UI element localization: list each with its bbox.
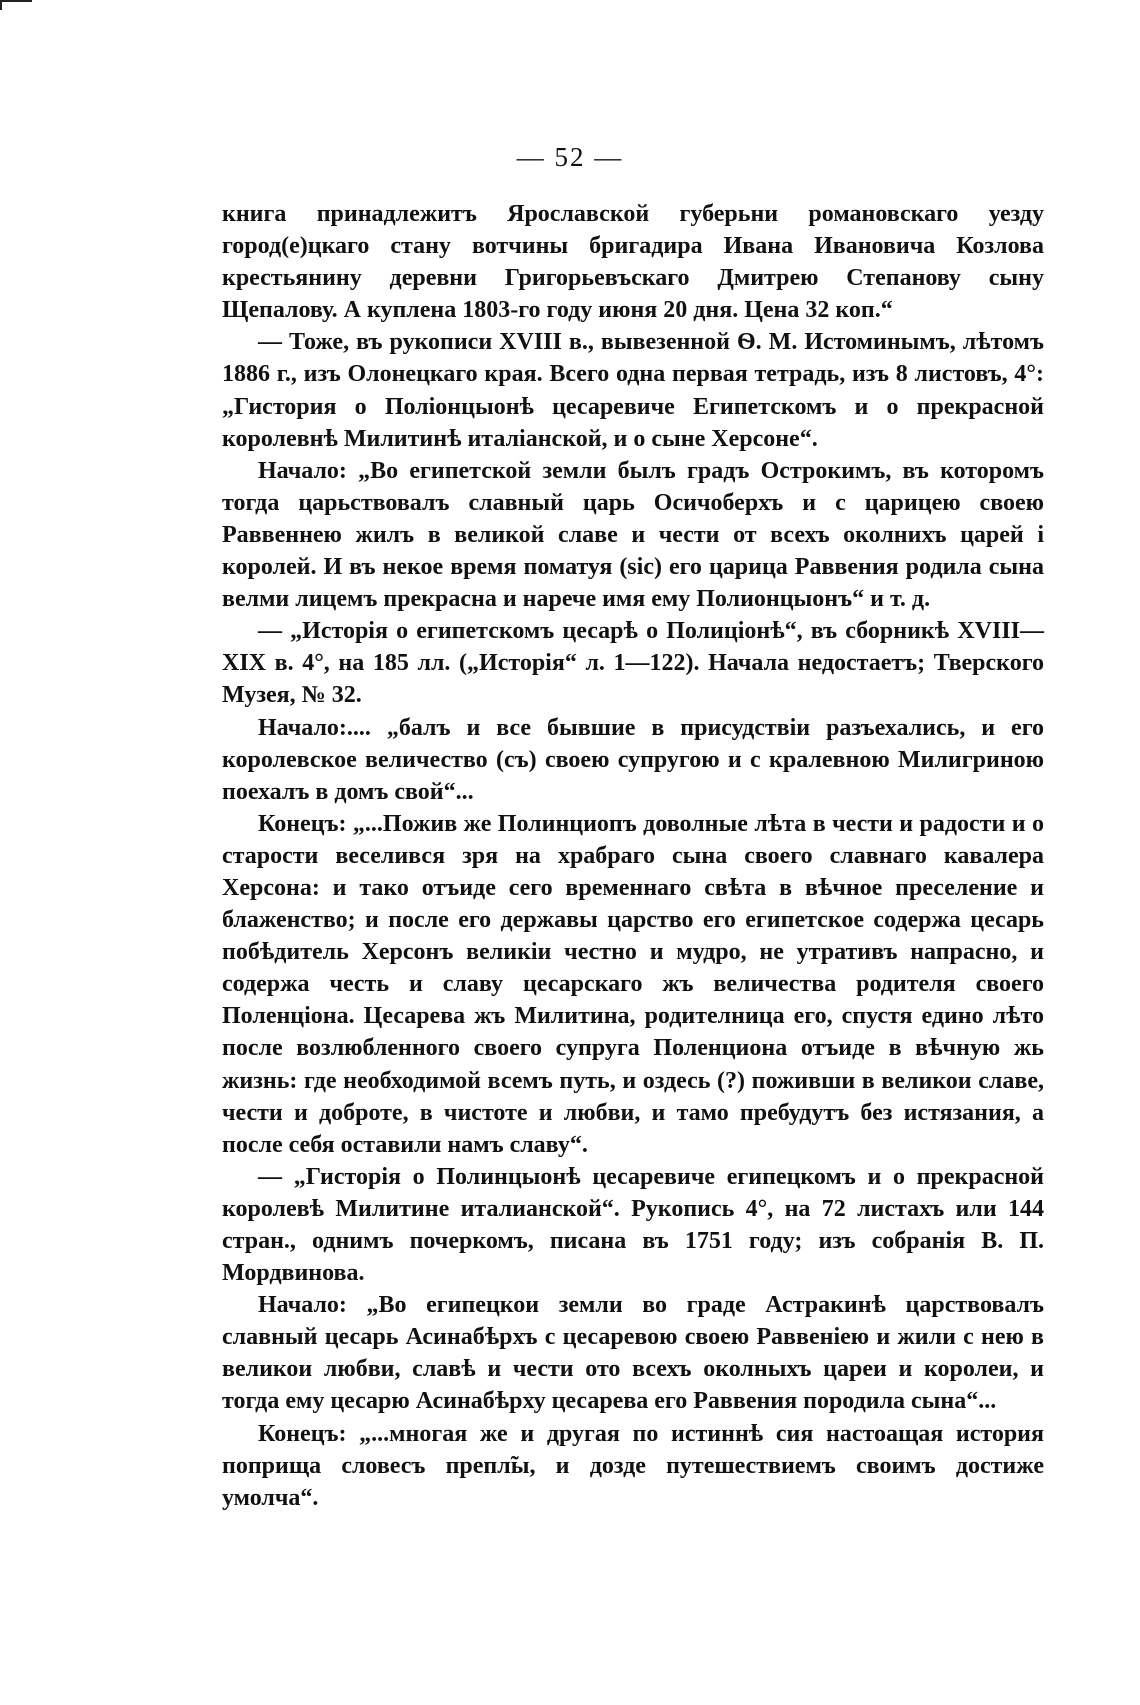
- paragraph-7: — „Гисторія о Полинцыонѣ цесаревиче египецкомъ и о прекрасной королевѣ Милитине италианской“. Рукопись 4°, на 72 листахъ или 144 стран., однимъ почеркомъ, писана въ 1751 году; изъ собранія В. П. Мордвинова.: [222, 1163, 1044, 1287]
- paragraph-1: книга принадлежитъ Ярославской губерьни романовскаго уезду город(е)цкаго стану вотчины бригадира Ивана Ивановича Козлова крестьянину деревни Григорьевъскаго Дмитрею Степанову сыну Щепалову. А куплена 1803-го году июня 20 дня. Цена 32 коп.“: [222, 201, 1044, 324]
- scan-corner-mark: [0, 0, 32, 10]
- paragraph-2: — Тоже, въ рукописи XVIII в., вывезенной Ѳ. М. Истоминымъ, лѣтомъ 1886 г., изъ Олонецкаго края. Всего одна первая тетрадь, изъ 8 листовъ, 4°: „Гистория о Поліонцыонѣ цесаревиче Египетскомъ и о прекрасной королевнѣ Милитинѣ италіанской, и о сыне Херсоне“.: [222, 329, 1044, 452]
- paragraph-6: Конецъ: „...Пожив же Полинциопъ доволные лѣта в чести и радости и о старости веселився зря на храбраго сына своего славнаго кавалера Херсона: и тако отъиде сего временнаго свѣта в вѣчное преселение и блаженство; и после его державы царство его египетское содержа цесарь побѣдитель Херсонъ великіи честно и мудро, не утративъ напрасно, и содержа честь и славу цесарскаго жъ величества родителя своего Поленціона. Цесарева жъ Милитина, родителница его, спустя едино лѣто после возлюбленного своего супруга Поленциона отъиде в вѣчную жь жизнь: где необходимой всемъ путь, и оздесь (?) поживши в великои славе, чести и доброте, в чистоте и любви, и тамо пребудутъ без истязания, а после себя оставили намъ славу“.: [222, 810, 1044, 1158]
- paragraph-3: Начало: „Во египетской земли былъ градъ Острокимъ, въ которомъ тогда царьствовалъ славный царь Осичоберхъ и с царицею своею Раввеннею жилъ в великой славе и чести от всехъ околнихъ царей і королей. И въ некое время поматуя (sic) его царица Раввения родила сына велми лицемъ прекрасна и нарече имя ему Полионцыонъ“ и т. д.: [222, 457, 1044, 613]
- body-text: [222, 198, 1044, 1514]
- paragraph-5: Начало:.... „балъ и все бывшие в присудствіи разъехались, и его королевское величество (съ) своею супругою и с кралевною Милигриною поехалъ в домъ свой“...: [222, 714, 1044, 805]
- page-number: — 52 —: [516, 142, 624, 172]
- paragraph-9: Конецъ: „...многая же и другая по истиннѣ сия настоащая история поприща словесъ препл̃ы, и дозде путешествиемъ своимъ достиже умолча“.: [222, 1420, 1044, 1511]
- paragraph-4: — „Исторія о египетскомъ цесарѣ о Полиціонѣ“, въ сборникѣ XVIII—XIX в. 4°, на 185 лл. („Исторія“ л. 1—122). Начала недостаетъ; Тверского Музея, № 32.: [222, 618, 1044, 709]
- paragraph-8: Начало: „Во египецкои земли во граде Астракинѣ царствовалъ славный цесарь Асинабѣрхъ с цесаревою своею Раввеніею и жили с нею в великои любви, славѣ и чести ото всехъ околныхъ цареи и королеи, и тогда ему цесарю Асинабѣрху цесарева его Раввения породила сына“...: [222, 1292, 1044, 1415]
